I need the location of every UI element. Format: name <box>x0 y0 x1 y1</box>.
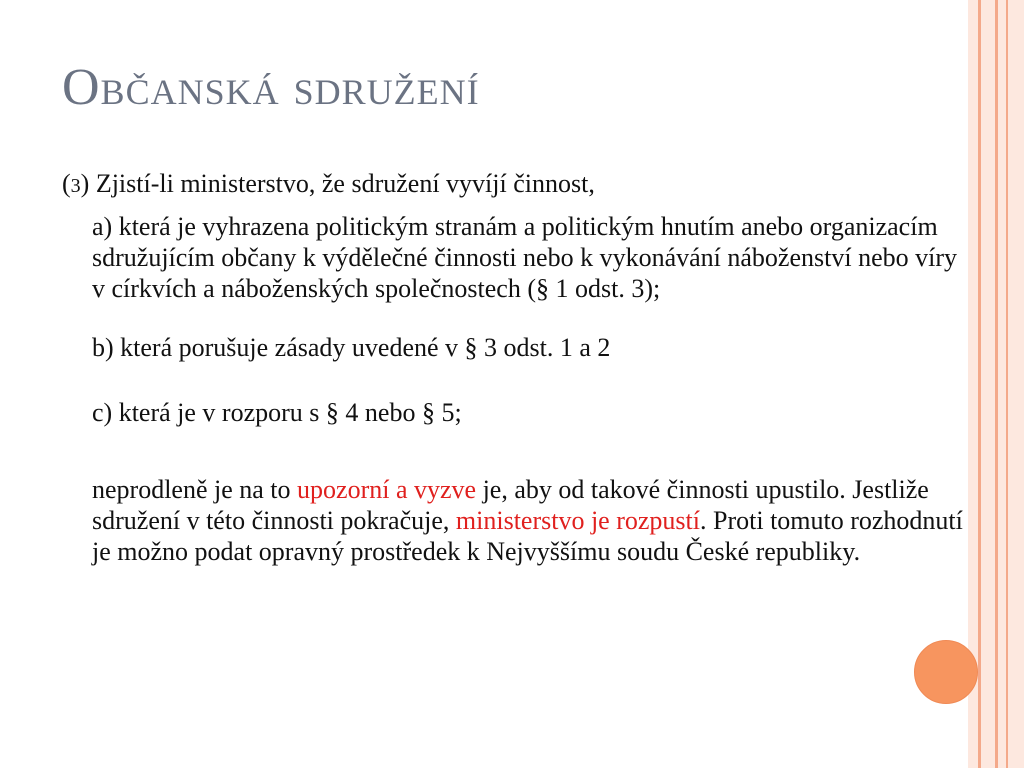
lead-paragraph <box>62 168 967 202</box>
item-c: c) která je v rozporu s § 4 nebo § 5; <box>92 398 462 427</box>
slide-body <box>62 168 967 567</box>
conclusion-text-2: je, aby od takové činnosti upustilo. Jestliže sdružení v této činnosti pokračuje, <box>92 475 929 535</box>
lead-paren: ( <box>62 169 71 198</box>
conclusion-paragraph <box>92 474 967 567</box>
conclusion-text-3: . Proti tomuto rozhodnutí je možno podat opravný prostředek k Nejvyššímu soudu České republiky. <box>92 506 963 566</box>
decorative-stripes <box>968 0 1024 768</box>
lead-text: ) Zjistí-li ministerstvo, že sdružení vyvíjí činnost, <box>80 169 595 198</box>
conclusion-text-1: neprodleně je na to <box>92 475 298 504</box>
highlight-warn: upozorní a vyzve <box>297 475 477 504</box>
highlight-dissolve: ministerstvo je rozpustí <box>455 506 700 535</box>
slide-title: Občanská sdružení <box>62 59 480 116</box>
decorative-circle <box>914 640 978 704</box>
item-a: a) která je vyhrazena politickým stranám a politickým hnutím anebo organizacím sdružujícím občany k výdělečné činnosti nebo k vykonávání náboženství nebo víry v církvích a náboženských společnostech (§ 1 odst. 3); <box>92 212 957 303</box>
lead-number: 3 <box>70 175 81 197</box>
item-b: b) která porušuje zásady uvedené v § 3 odst. 1 a 2 <box>92 333 611 362</box>
